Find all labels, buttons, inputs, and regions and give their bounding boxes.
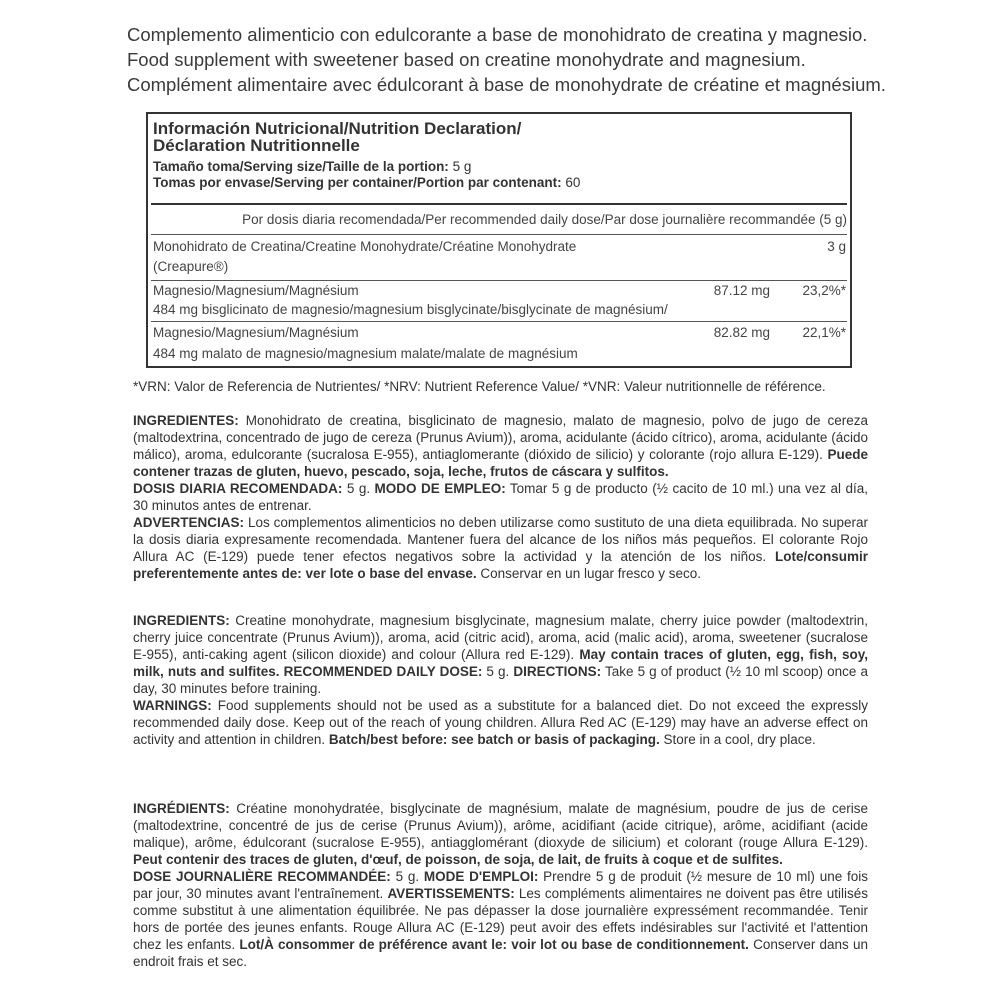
warnings-text: Los complementos alimenticios no deben utilizarse como sustituto de una dieta equilibrada. No superar la dosis diaria expresamente recomendada. Mantener fuera del alcance de los niños más pequeños. El colorante Rojo Allura AC (E-129) puede tener efectos negativos sobre la actividad y la atención de los niños. [133, 515, 868, 564]
ingredients-label: INGREDIENTES: [133, 413, 239, 428]
servings-per-container [153, 175, 843, 191]
ingredients-label: INGRÉDIENTS: [133, 801, 230, 816]
ingredients-text: Créatine monohydratée, bisglycinate de magnésium, malate de magnésium, poudre de jus de cerise (maltodextrine, concentré de jus de cerise (Prunus Avium)), arôme, acidifiant (acide citrique), arôme, acidifiant (acide malique), arôme, édulcorant (sucralose E-955), antiagglomérant (dioxyde de silicium) et colorant (rouge Allura E-129). [133, 801, 868, 850]
dose-label: RECOMMENDED DAILY DOSE: [283, 664, 483, 679]
serving-size [153, 159, 843, 175]
allergen-warning: Peut contenir des traces de gluten, d'œuf, de poisson, de soja, de lait, de fruits à coque et de sulfites. [133, 852, 783, 867]
ingredients-label: INGREDIENTS: [133, 613, 230, 628]
nutrition-title-line2: Déclaration Nutritionnelle [153, 136, 360, 155]
row-amount: 87.12 mg [713, 283, 770, 298]
divider [151, 203, 847, 205]
storage-text: Store in a cool, dry place. [659, 732, 816, 747]
warnings-text: Food supplements should not be used as a substitute for a balanced diet. Do not exceed the expressly recommended daily dose. Keep out of the reach of young children. Allura Red AC (E-129) may have an adverse effect on activity and attention in children. [133, 698, 868, 747]
nutrition-table [146, 112, 852, 368]
description-en: Food supplement with sweetener based on creatine monohydrate and magnesium. [127, 49, 806, 70]
ingredients-text: Monohidrato de creatina, bisglicinato de magnesio, malato de magnesio, polvo de jugo de cereza (maltodextrina, concentrado de jugo de cereza (Prunus Avium)), aroma, acidulante (ácido cítrico), aroma, acidulante (ácido málico), aroma, edulcorante (sucralosa E-955), antiaglomerante (dióxido de silicio) y colorante (rojo allura E-129). [133, 413, 868, 462]
serving-size-label: Tamaño toma/Serving size/Taille de la portion: [153, 159, 449, 174]
servings-value: 60 [565, 175, 581, 190]
warnings-text: Les compléments alimentaires ne doivent pas être utilisés comme substitut à une alimentation équilibrée. Ne pas dépasser la dose journalière expressément recommandée. Tenir hors de portée des jeunes enfants. Rouge Allura AC (E-129) peut avoir des effets indésirables sur l'activité et l'attention chez les enfants. [133, 886, 868, 952]
batch-label: Lot/À consommer de préférence avant le: voir lot ou base de conditionnement. [239, 937, 749, 952]
row-name: Magnesio/Magnesium/Magnésium [153, 325, 359, 340]
directions-label: DIRECTIONS: [513, 664, 602, 679]
row-sub: 484 mg malato de magnesio/magnesium malate/malate de magnésium [153, 346, 578, 361]
allergen-warning: May contain traces of gluten, egg, fish, soy, milk, nuts and sulfites. [133, 647, 868, 679]
divider [151, 234, 847, 235]
allergen-warning: Puede contener trazas de gluten, huevo, pescado, soja, leche, frutos de cáscara y sulfitos. [133, 447, 868, 479]
warnings-label: ADVERTENCIAS: [133, 515, 245, 530]
english-section [133, 612, 868, 748]
nrv-footnote: *VRN: Valor de Referencia de Nutrientes/ *NRV: Nutrient Reference Value/ *VNR: Valeur nutritionnelle de référence. [133, 379, 826, 394]
row-value: 3 g [827, 239, 846, 254]
description-es: Complemento alimenticio con edulcorante a base de monohidrato de creatina y magnesio. [127, 24, 868, 45]
dose-label: DOSE JOURNALIÈRE RECOMMANDÉE: [133, 869, 391, 884]
description-fr: Complément alimentaire avec édulcorant à base de monohydrate de créatine et magnésium. [127, 74, 886, 95]
dose-text: 5 g. [390, 869, 424, 884]
row-value: 23,2%* [802, 283, 846, 298]
serving-size-value: 5 g [452, 159, 472, 174]
dose-text: 5 g. [342, 481, 375, 496]
warnings-label: WARNINGS: [133, 698, 212, 713]
batch-label: Batch/best before: see batch or basis of packaging. [328, 732, 660, 747]
directions-label: MODE D'EMPLOI: [423, 869, 539, 884]
spanish-section [133, 412, 868, 582]
divider [151, 280, 847, 281]
directions-text: Take 5 g of product (½ 10 ml scoop) once a day, 30 minutes before training. [133, 664, 868, 696]
storage-text: Conservar en un lugar fresco y seco. [476, 566, 701, 581]
row-sub: 484 mg bisglicinato de magnesio/magnesium bisglycinate/bisglycinate de magnésium/ [153, 302, 668, 317]
divider [151, 321, 847, 322]
ingredients-text: Creatine monohydrate, magnesium bisglycinate, magnesium malate, cherry juice powder (maltodextrin, cherry juice concentrate (Prunus Avium)), aroma, acid (citric acid), aroma, acid (malic acid), aroma, sweetener (sucralose E-955), anti-caking agent (silicon dioxide) and colour (Allura red E-129). [133, 613, 868, 662]
serving-info [153, 159, 843, 191]
directions-text: Prendre 5 g de produit (½ mesure de 10 ml) une fois par jour, 30 minutes avant l'entraînement. [133, 869, 868, 901]
nutrition-title [153, 120, 843, 154]
row-name: Magnesio/Magnesium/Magnésium [153, 283, 359, 298]
row-sub: (Creapure®) [153, 259, 229, 274]
dose-text: 5 g. [482, 664, 514, 679]
storage-text: Conserver dans un endroit frais et sec. [133, 937, 868, 969]
nutrition-title-line1: Información Nutricional/Nutrition Declaration/ [153, 119, 522, 138]
servings-label: Tomas por envase/Serving per container/Portion par contenant: [153, 175, 562, 190]
product-description [127, 22, 987, 97]
dose-label: DOSIS DIARIA RECOMENDADA: [133, 481, 343, 496]
directions-text: Tomar 5 g de producto (½ cacito de 10 ml.) una vez al día, 30 minutos antes de entrenar. [133, 481, 868, 513]
french-section [133, 800, 868, 970]
batch-label: Lote/consumir preferentemente antes de: ver lote o base del envase. [133, 549, 868, 581]
row-name: Monohidrato de Creatina/Creatine Monohydrate/Créatine Monohydrate [153, 239, 577, 254]
row-value: 22,1%* [802, 325, 846, 340]
directions-label: MODO DE EMPLEO: [374, 481, 506, 496]
warnings-label: AVERTISSEMENTS: [387, 886, 515, 901]
row-amount: 82.82 mg [713, 325, 770, 340]
dose-header: Por dosis diaria recomendada/Per recommended daily dose/Par dose journalière recommandée (5 g) [242, 212, 847, 227]
